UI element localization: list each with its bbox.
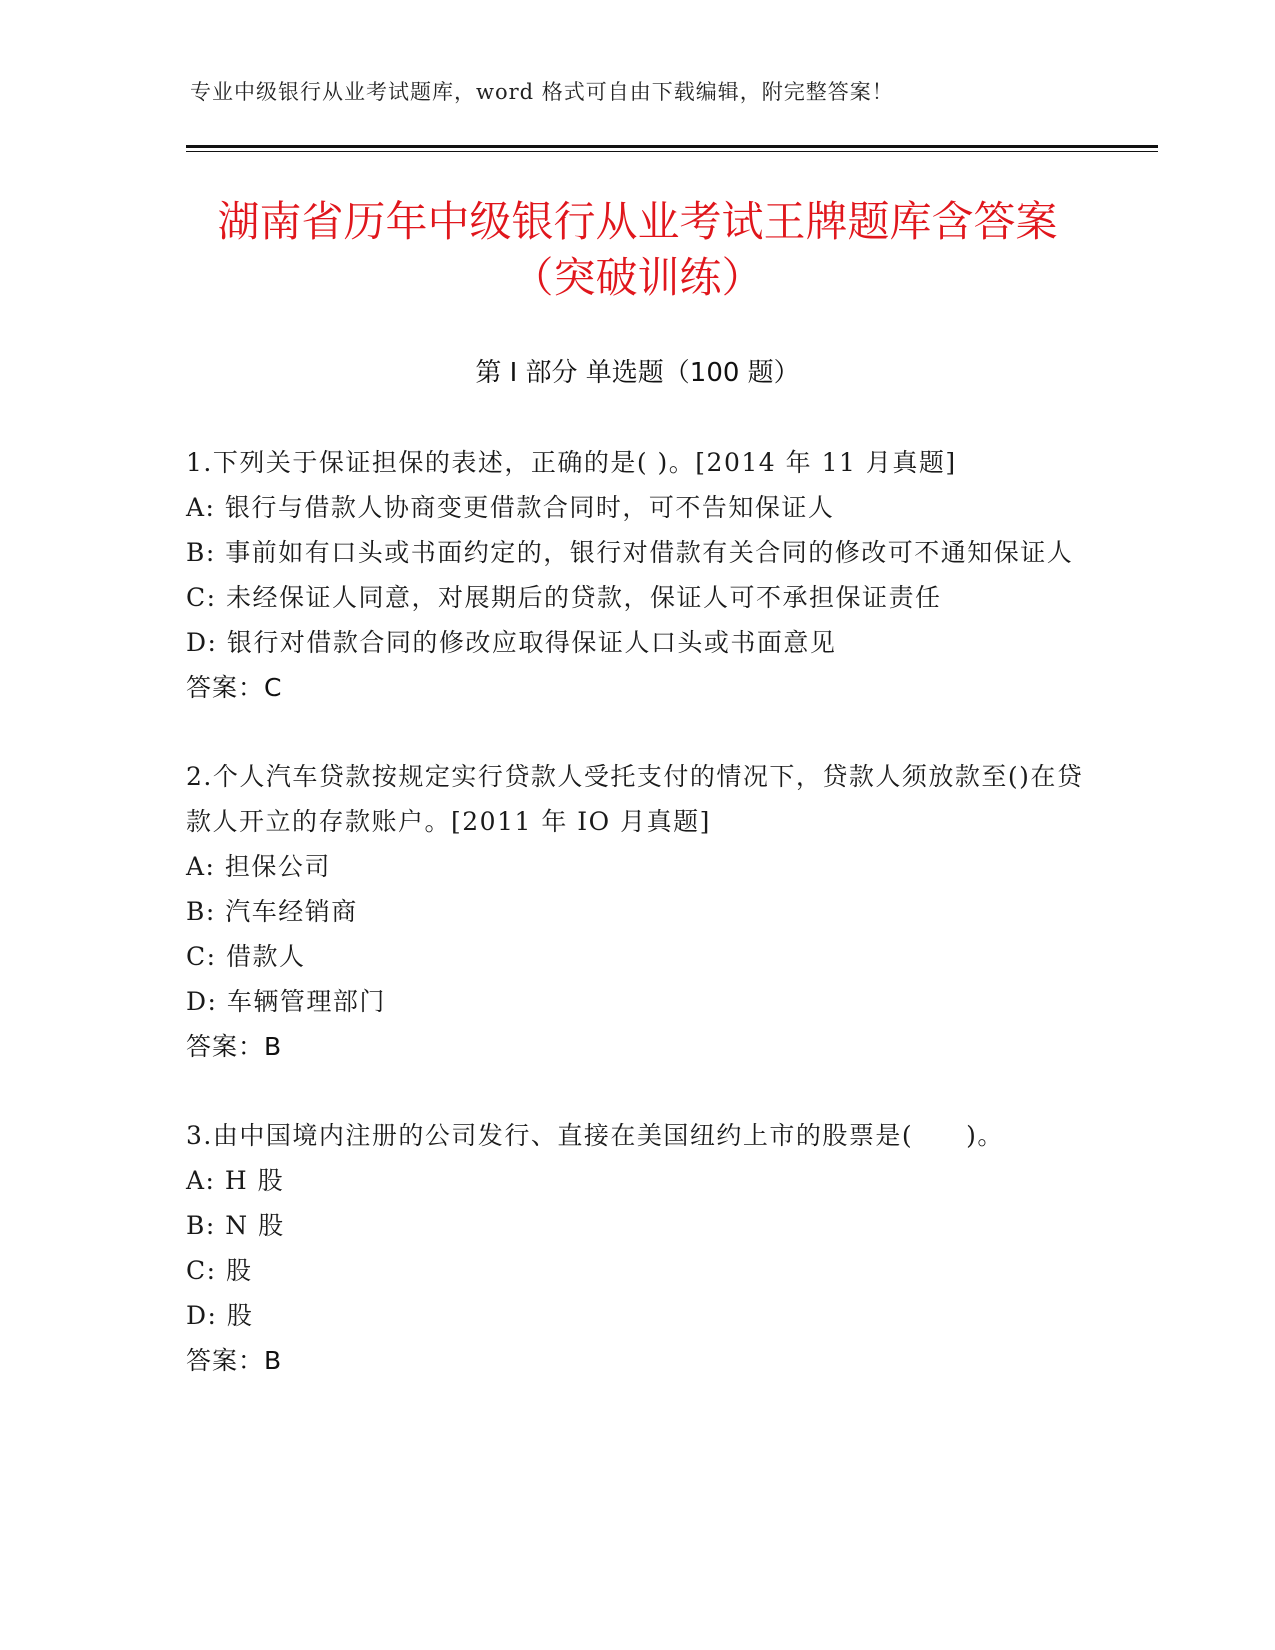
option-b: B: 汽车经销商 [186,897,358,926]
answer: 答案：B [186,1032,283,1061]
option-c: C: 未经保证人同意，对展期后的贷款，保证人可不承担保证责任 [186,583,942,612]
answer: 答案：C [186,673,283,702]
option-a: A: H 股 [186,1166,285,1195]
question-3 [186,1113,1086,1383]
header-rule-thin [186,151,1158,152]
option-list [186,485,1086,665]
option-c: C: 股 [186,1256,253,1285]
option-b: B: N 股 [186,1211,285,1240]
option-d: D: 车辆管理部门 [186,987,386,1016]
question-2 [186,754,1086,1069]
section-title: 第 I 部分 单选题（100 题） [475,358,800,388]
option-d: D: 股 [186,1301,254,1330]
question-list [186,440,1086,1427]
option-list [186,844,1086,1024]
document-title: 湖南省历年中级银行从业考试王牌题库含答案（突破训练） [217,197,1058,302]
answer: 答案：B [186,1346,283,1375]
option-c: C: 借款人 [186,942,306,971]
option-a: A: 银行与借款人协商变更借款合同时，可不告知保证人 [186,493,835,522]
option-a: A: 担保公司 [186,852,331,881]
question-1 [186,440,1086,710]
header-rule [186,145,1158,148]
header-note: 专业中级银行从业考试题库，word 格式可自由下载编辑，附完整答案！ [190,80,894,104]
option-d: D: 银行对借款合同的修改应取得保证人口头或书面意见 [186,628,837,657]
option-list [186,1158,1086,1338]
option-b: B: 事前如有口头或书面约定的，银行对借款有关合同的修改可不通知保证人 [186,538,1074,567]
question-stem: 2.个人汽车贷款按规定实行贷款人受托支付的情况下，贷款人须放款至()在贷款人开立的存款账户。[2011 年 IO 月真题] [186,762,1084,836]
question-stem: 1.下列关于保证担保的表述，正确的是( )。[2014 年 11 月真题] [186,448,957,477]
question-stem: 3.由中国境内注册的公司发行、直接在美国纽约上市的股票是( )。 [186,1121,1004,1150]
